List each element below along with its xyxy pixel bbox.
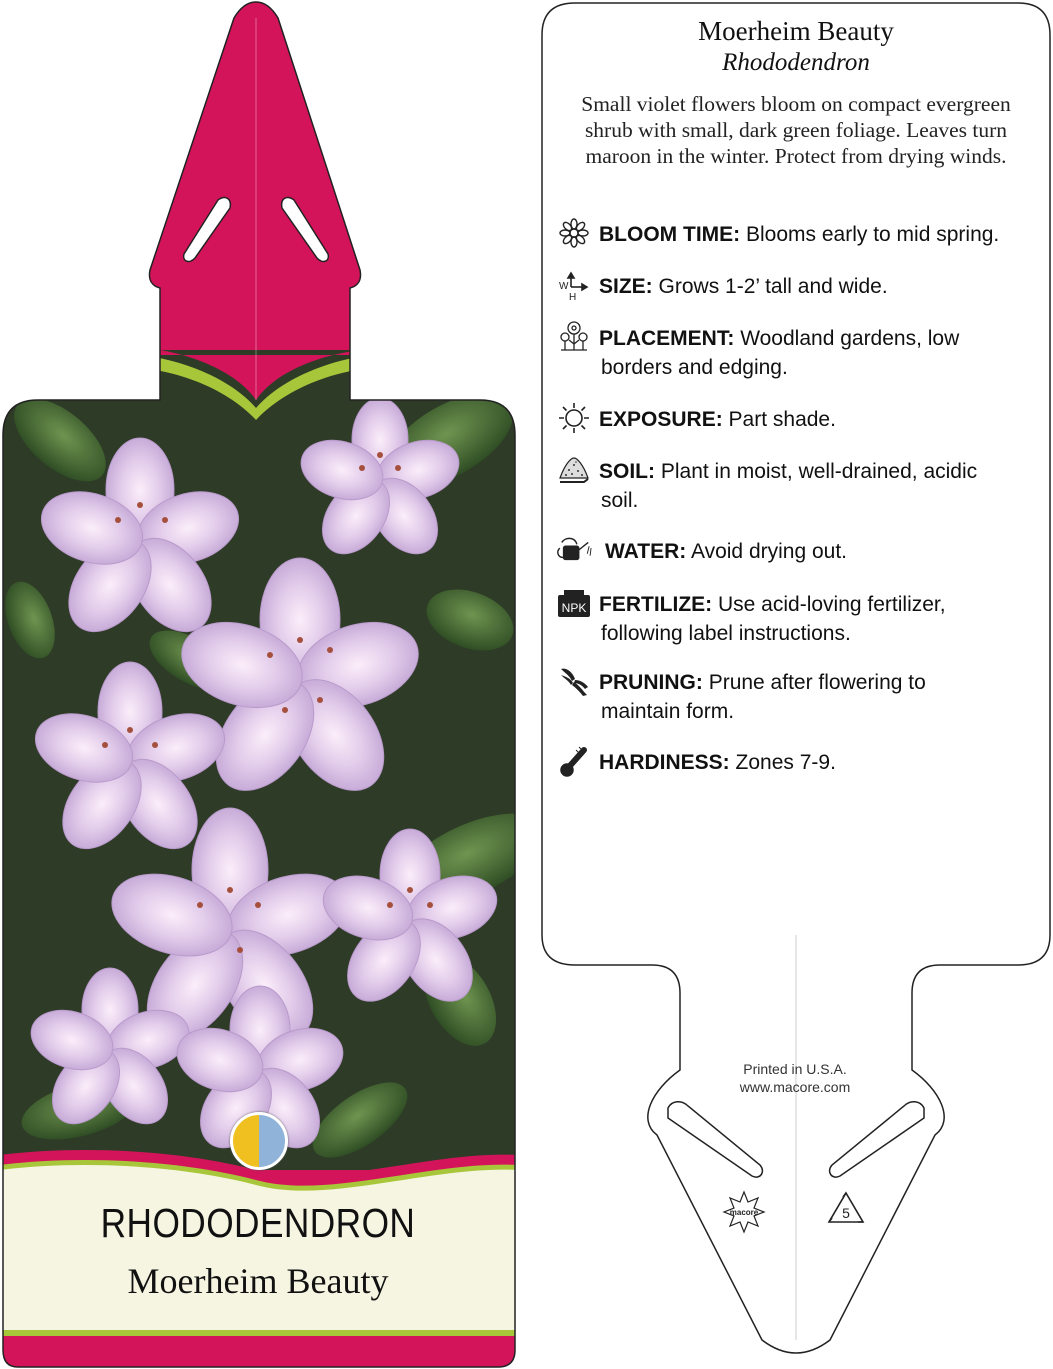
pruners-icon [556, 666, 592, 696]
care-value: Avoid drying out. [690, 540, 847, 563]
care-value: Grows 1-2’ tall and wide. [658, 275, 888, 298]
placement-flowers-icon [556, 322, 592, 352]
care-text [599, 748, 1039, 777]
care-text [599, 590, 1039, 648]
care-text [599, 405, 1039, 434]
care-value: Part shade. [728, 408, 836, 431]
front-genus-name: RHODODENDRON [100, 1200, 416, 1246]
care-label: HARDINESS: [599, 751, 730, 774]
printed-country: Printed in U.S.A. [743, 1061, 847, 1077]
npk-text: NPK [561, 601, 587, 615]
care-label: WATER: [605, 540, 687, 563]
care-label: SIZE: [599, 275, 653, 298]
care-text [599, 324, 1039, 382]
front-cultivar-name: Moerheim Beauty [127, 1261, 389, 1301]
printed-info [690, 1060, 900, 1096]
care-value-line2: soil. [601, 489, 639, 512]
care-value-line2: maintain form. [601, 700, 735, 723]
recycle-5-icon [826, 1190, 866, 1226]
thermometer-icon [556, 746, 592, 776]
size-h-letter: H [569, 292, 577, 301]
care-label: PRUNING: [599, 671, 703, 694]
care-label: PLACEMENT: [599, 327, 735, 350]
care-text [599, 272, 1039, 301]
care-value: Blooms early to mid spring. [746, 223, 1000, 246]
printed-website: www.macore.com [739, 1079, 851, 1095]
recycle-number: 5 [842, 1205, 850, 1221]
plant-description: Small violet flowers bloom on compact evergreen shrub with small, dark green foliage. Leaves turn maroon in the winter. Protect from drying winds. [581, 92, 1011, 168]
care-value: Use acid-loving fertilizer, [718, 593, 946, 616]
care-value: Woodland gardens, low [740, 327, 960, 350]
flower-icon [556, 218, 592, 248]
care-label: SOIL: [599, 460, 655, 483]
logo-text: macore [729, 1208, 759, 1217]
watering-can-icon [556, 535, 592, 565]
care-value: Zones 7-9. [735, 751, 836, 774]
macore-logo-icon [722, 1190, 766, 1234]
care-text [605, 537, 1045, 566]
size-arrows-icon [556, 270, 592, 300]
care-text [599, 220, 1039, 249]
care-label: EXPOSURE: [599, 408, 723, 431]
care-value-line2: borders and edging. [601, 356, 788, 379]
plant-title: Moerheim Beauty [698, 16, 894, 46]
care-text [599, 668, 1039, 726]
care-value-line2: following label instructions. [601, 622, 851, 645]
soil-pile-icon [556, 455, 592, 485]
size-w-letter: W [559, 281, 569, 292]
botanical-name: Rhododendron [722, 49, 870, 76]
care-value: Prune after flowering to [708, 671, 926, 694]
sun-partial-icon [556, 403, 592, 433]
npk-fertilizer-icon [556, 588, 592, 618]
bloom-season-dot-icon [230, 1112, 288, 1170]
care-value: Plant in moist, well-drained, acidic [660, 460, 978, 483]
care-label: BLOOM TIME: [599, 223, 741, 246]
care-text [599, 457, 1039, 515]
care-label: FERTILIZE: [599, 593, 713, 616]
